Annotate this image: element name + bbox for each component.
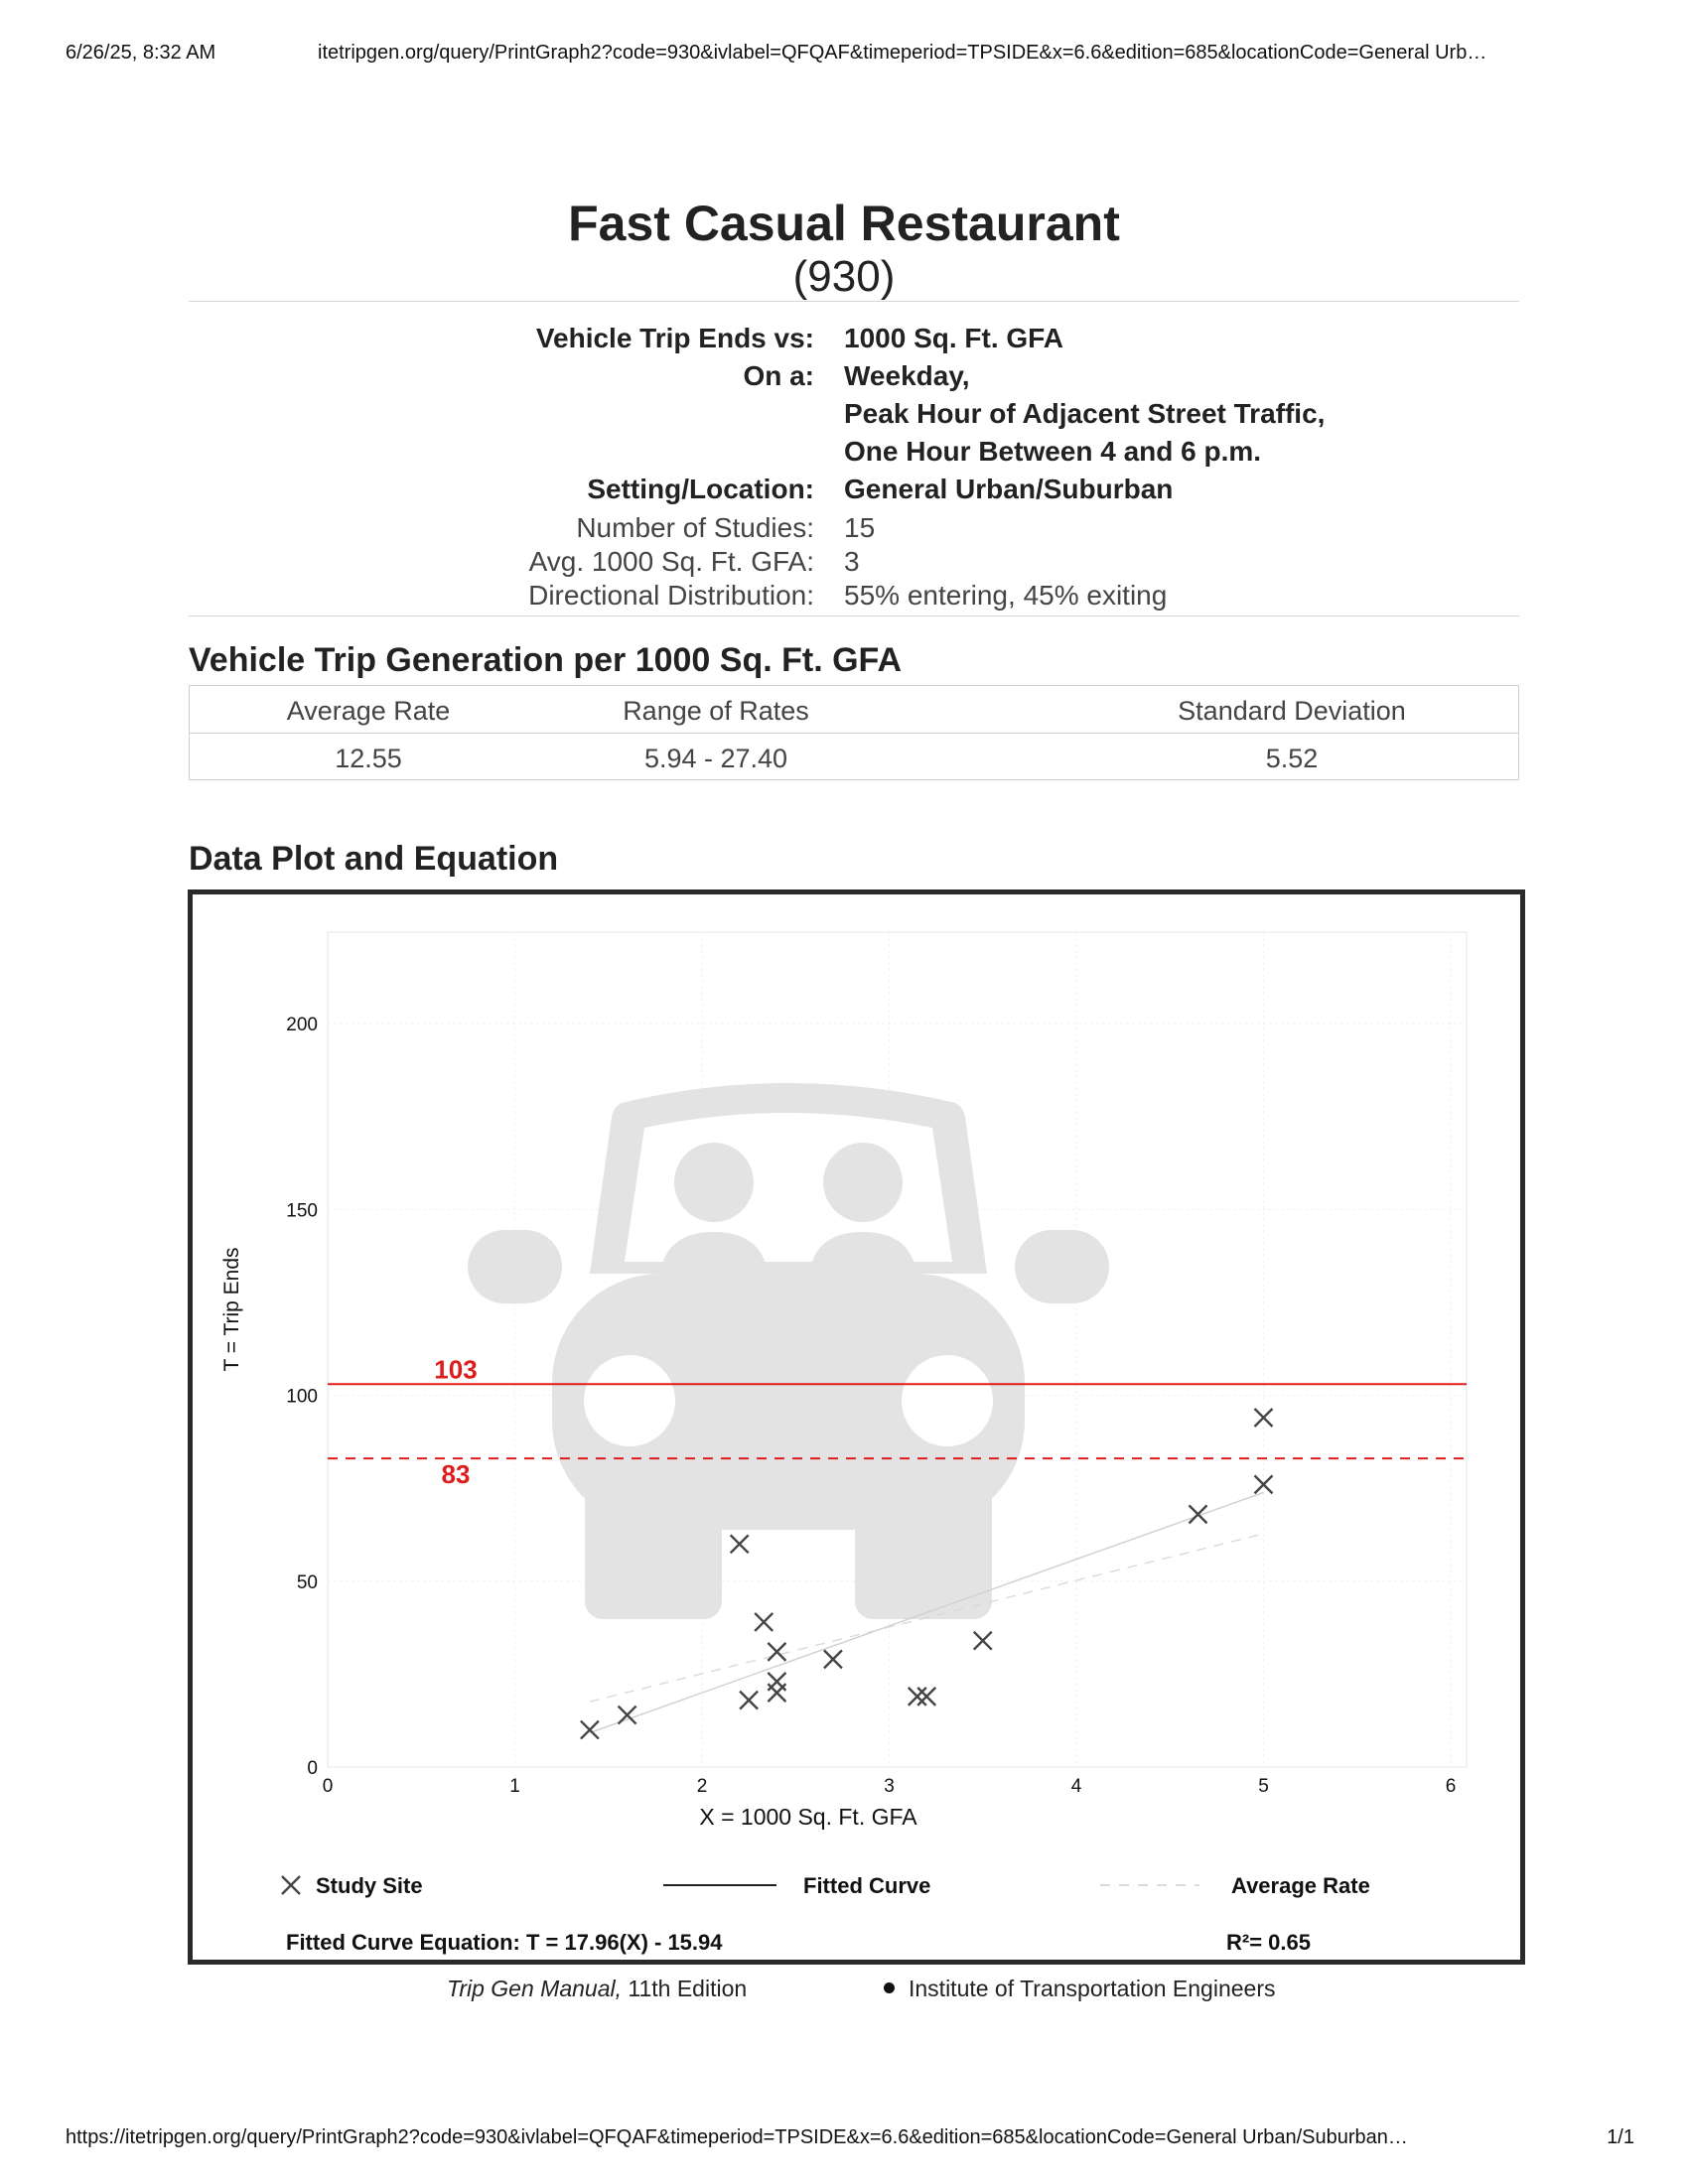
print-url: itetripgen.org/query/PrintGraph2?code=930&ivlabel=QFQAF&timeperiod=TPSIDE&x=6.6&edition=685&locationCode=General Urb… xyxy=(318,42,1487,64)
x-axis-label: X = 1000 Sq. Ft. GFA xyxy=(699,1804,917,1830)
x-tick-label: 5 xyxy=(1258,1776,1269,1797)
info-vs-label: Vehicle Trip Ends vs: xyxy=(535,323,814,353)
rates-value-range: 5.94 - 27.40 xyxy=(643,744,788,773)
rates-section-title: Vehicle Trip Generation per 1000 Sq. Ft. GFA xyxy=(189,641,903,679)
x-tick-label: 4 xyxy=(1070,1776,1082,1797)
footer-source-edition: 11th Edition xyxy=(621,1976,748,2001)
page-footer-url: https://itetripgen.org/query/PrintGraph2?code=930&ivlabel=QFQAF&timeperiod=TPSIDE&x=6.6&edition=685&locationCode=General Urban/Suburban… xyxy=(66,2126,1408,2148)
info-setting-value: General Urban/Suburban xyxy=(844,474,1174,504)
info-dir-label: Directional Distribution: xyxy=(528,580,814,611)
footer-org-name: Institute of Transportation Engineers xyxy=(909,1976,1276,2001)
x-tick-label: 2 xyxy=(696,1776,708,1797)
y-tick-label: 200 xyxy=(286,1015,318,1035)
rates-table xyxy=(189,685,1519,780)
legend xyxy=(282,1873,1370,1898)
info-on-label: On a: xyxy=(743,360,814,391)
land-use-code: (930) xyxy=(792,252,896,301)
info-on-line: Weekday, xyxy=(844,360,970,391)
legend-average-rate-label: Average Rate xyxy=(1231,1873,1370,1898)
info-studies-label: Number of Studies: xyxy=(576,512,814,543)
rates-header-range: Range of Rates xyxy=(623,696,809,726)
legend-study-site-marker xyxy=(282,1876,300,1894)
page-title: Fast Casual Restaurant xyxy=(568,196,1120,251)
footer-source-title: Trip Gen Manual, xyxy=(447,1976,622,2001)
rates-header-average: Average Rate xyxy=(286,696,451,726)
y-tick-label: 50 xyxy=(296,1571,318,1593)
legend-study-site-label: Study Site xyxy=(316,1873,423,1898)
x-tick-label: 1 xyxy=(509,1776,520,1797)
page-number: 1/1 xyxy=(1607,2126,1634,2148)
legend-fitted-curve-label: Fitted Curve xyxy=(803,1873,931,1898)
info-setting-label: Setting/Location: xyxy=(587,474,814,504)
info-avg-value: 3 xyxy=(844,546,860,577)
reference-line-label: 103 xyxy=(434,1354,478,1385)
info-on-line: One Hour Between 4 and 6 p.m. xyxy=(844,436,1262,467)
fitted-curve-equation: Fitted Curve Equation: T = 17.96(X) - 15.94 xyxy=(286,1930,723,1955)
rates-value-row xyxy=(190,734,1518,781)
reference-line-label: 83 xyxy=(441,1459,471,1490)
y-axis-label: T = Trip Ends xyxy=(220,1247,243,1372)
r-squared: R²= 0.65 xyxy=(1226,1930,1311,1955)
footer-source xyxy=(447,1976,747,2002)
rates-header-row xyxy=(190,686,1518,734)
info-dir-value: 55% entering, 45% exiting xyxy=(844,580,1168,611)
info-vs-value: 1000 Sq. Ft. GFA xyxy=(844,323,1063,353)
info-on-line: Peak Hour of Adjacent Street Traffic, xyxy=(844,398,1326,429)
title-block xyxy=(0,195,1688,302)
plot-frame xyxy=(188,889,1525,1965)
y-tick-label: 100 xyxy=(286,1386,318,1408)
divider xyxy=(189,301,1519,302)
x-tick-label: 6 xyxy=(1445,1776,1457,1797)
print-date: 6/26/25, 8:32 AM xyxy=(66,42,216,64)
bullet-icon xyxy=(884,1982,895,1993)
rates-value-average: 12.55 xyxy=(335,744,402,773)
info-avg-label: Avg. 1000 Sq. Ft. GFA: xyxy=(528,546,814,577)
x-tick-label: 3 xyxy=(884,1776,895,1797)
divider xyxy=(189,615,1519,616)
y-tick-label: 0 xyxy=(307,1758,318,1779)
rates-header-sd: Standard Deviation xyxy=(1178,696,1406,726)
x-tick-label: 0 xyxy=(322,1776,334,1797)
y-tick-label: 150 xyxy=(286,1200,318,1222)
plot-section-title: Data Plot and Equation xyxy=(189,840,559,878)
footer-org xyxy=(884,1976,1276,2002)
scatter-chart xyxy=(193,894,1520,1960)
rates-value-sd: 5.52 xyxy=(1265,744,1319,773)
info-studies-value: 15 xyxy=(844,512,876,543)
